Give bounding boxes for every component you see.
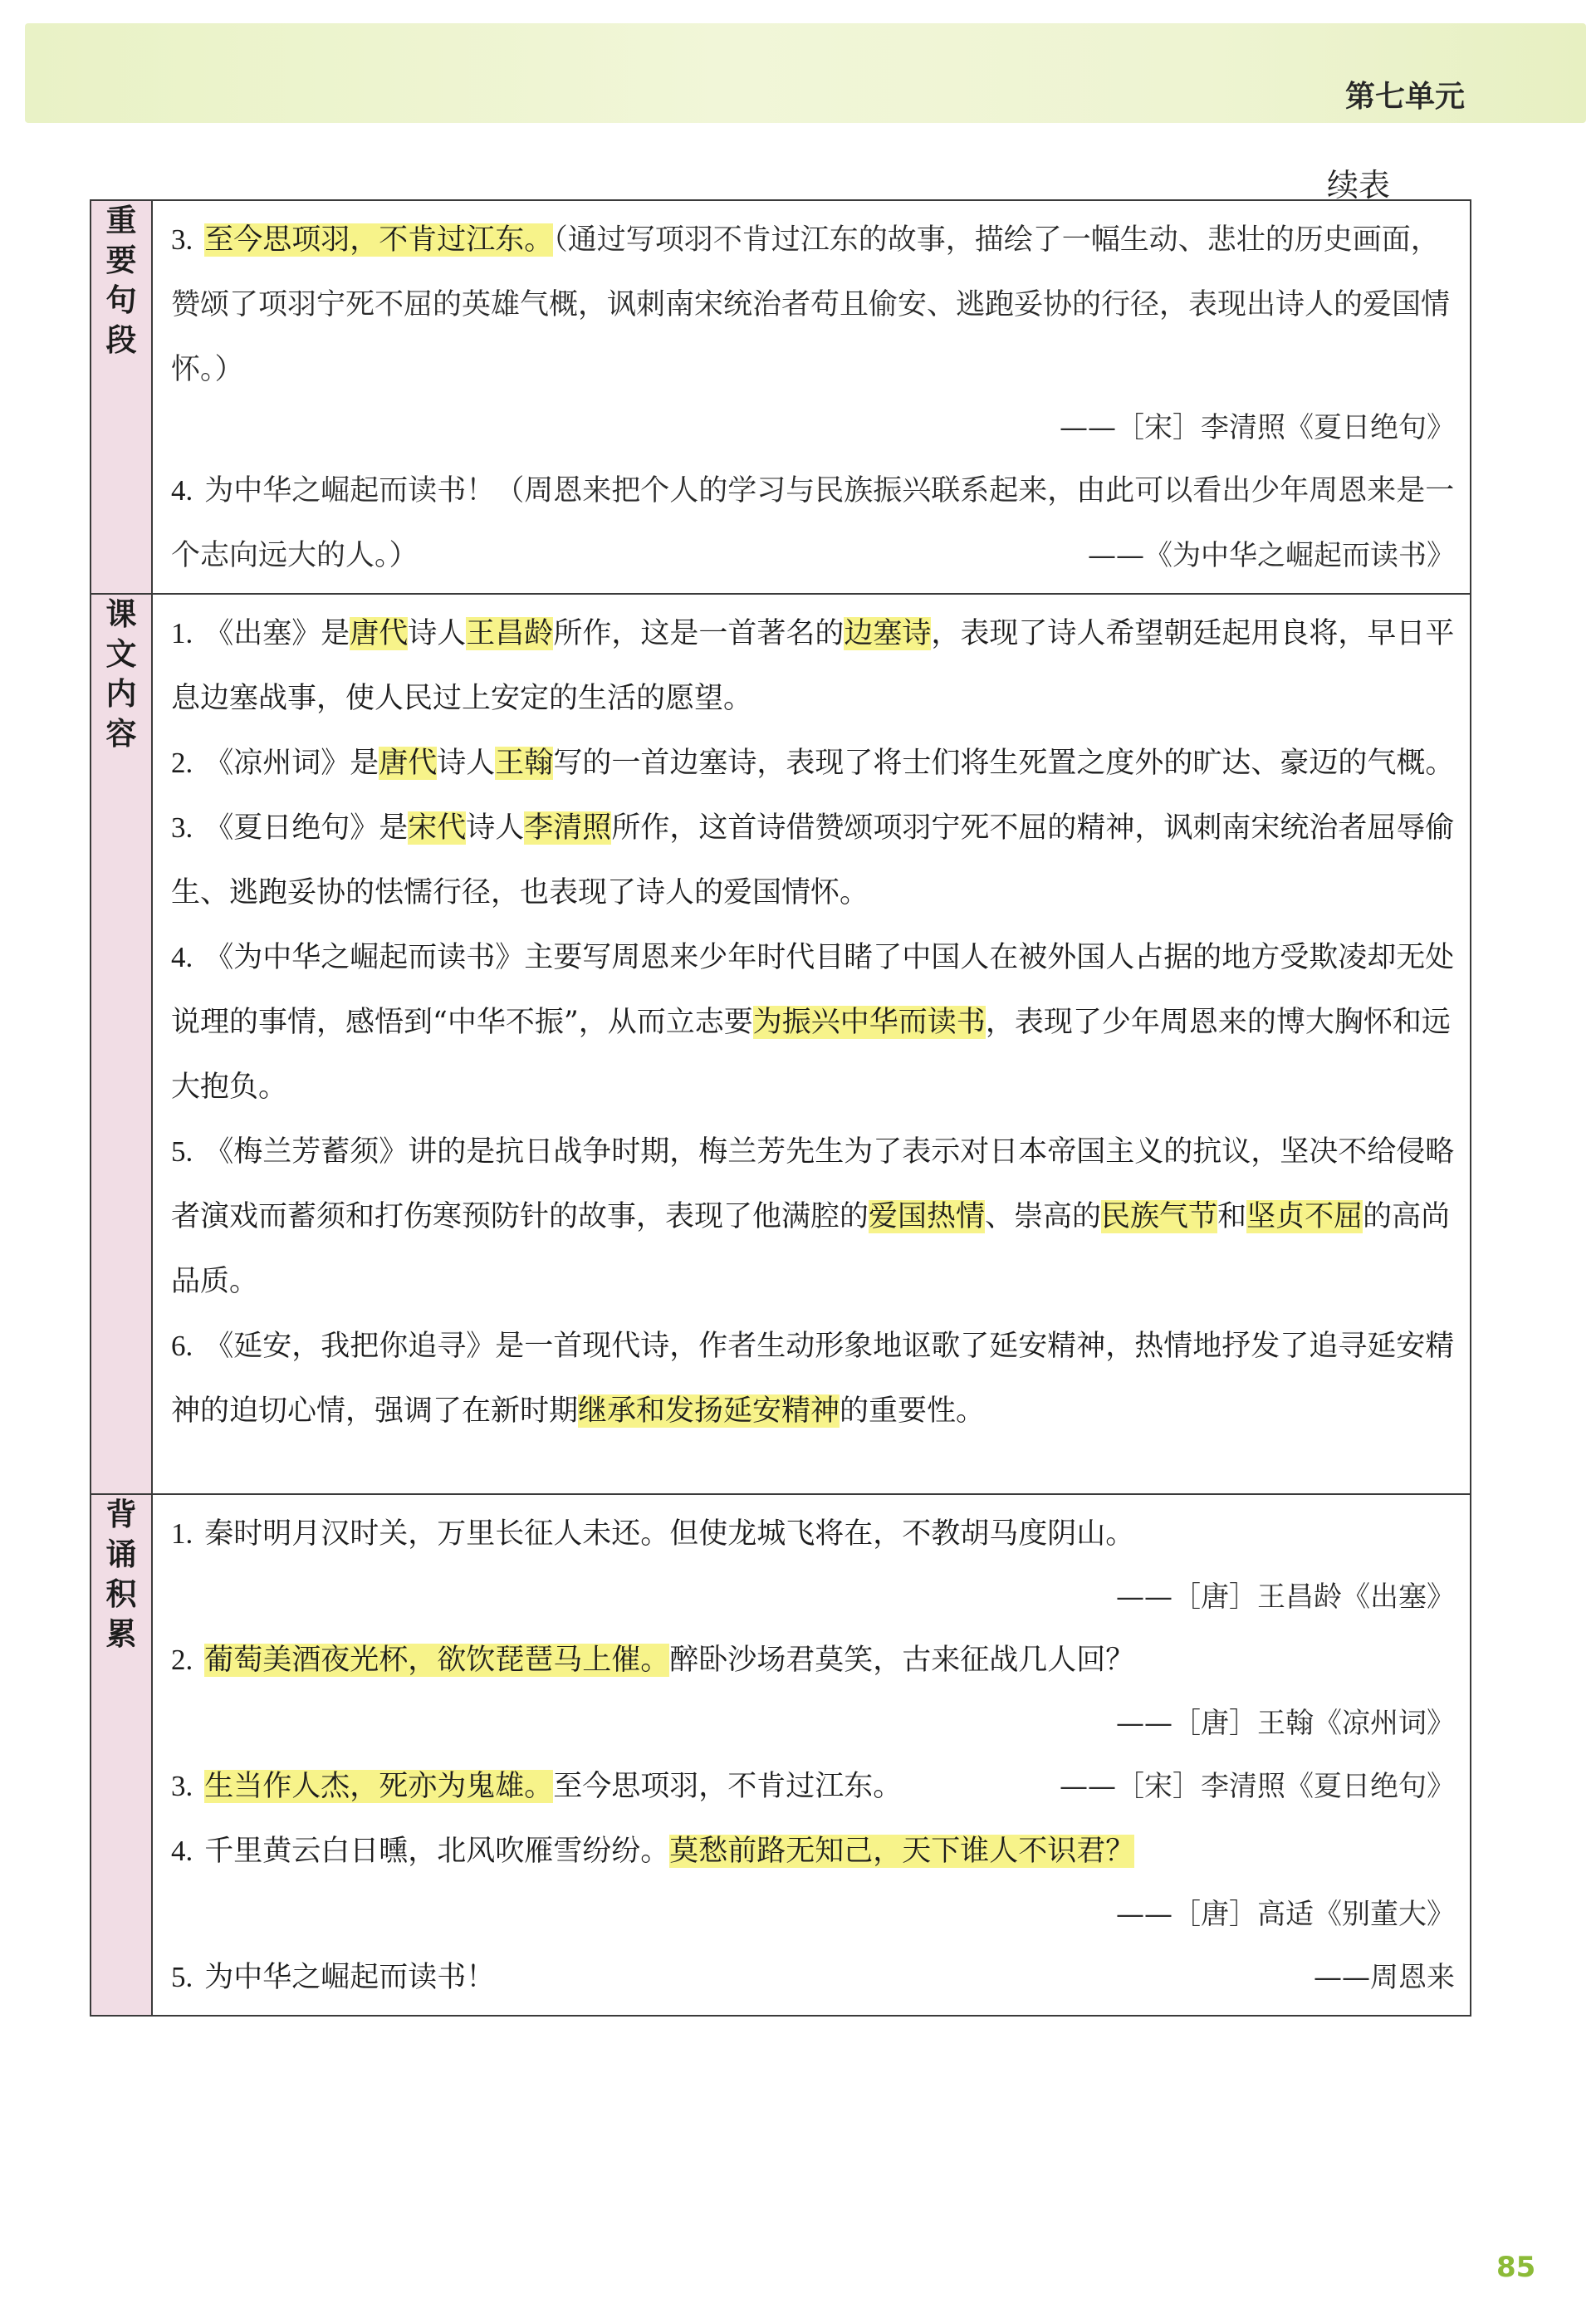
highlight: 至今思项羽，不肯过江东。: [204, 223, 554, 257]
category-label-recite: 背诵积累: [105, 1497, 137, 1652]
source-citation: ——［唐］王昌龄《出塞》: [1116, 1581, 1455, 1614]
list-item: 4. 为中华之崛起而读书！（周恩来把个人的学习与民族振兴联系起来，由此可以看出少年周恩来是一个志向远大的人。）: [171, 474, 1455, 572]
category-cell: [91, 1494, 152, 2016]
content-cell: [152, 594, 1471, 1494]
table-row-recitation: [91, 1494, 1471, 2016]
category-cell: [91, 594, 152, 1494]
review-table: [90, 199, 1471, 2017]
list-item: 5. 为中华之崛起而读书！ ——周恩来: [171, 1945, 1455, 2010]
table-continued-label: 续表: [1327, 167, 1391, 203]
list-item: 2. 《凉州词》是唐代诗人王翰写的一首边塞诗，表现了将士们将生死置之度外的旷达、豪迈的气概。: [171, 747, 1455, 780]
content-cell: [152, 200, 1471, 594]
source-citation: ——《为中华之崛起而读书》: [1088, 539, 1455, 572]
source-citation: ——［宋］李清照《夏日绝句》: [1060, 411, 1455, 444]
source-citation: ——［唐］王翰《凉州词》: [1116, 1707, 1455, 1740]
list-item: 3. 至今思项羽，不肯过江东。（通过写项羽不肯过江东的故事，描绘了一幅生动、悲壮的历史画面，赞颂了项羽宁死不屈的英雄气概，讽刺南宋统治者苟且偷安、逃跑妥协的行径，表现出诗人的爱国情怀。）: [171, 223, 1451, 386]
list-item: 4. 《为中华之崛起而读书》主要写周恩来少年时代目睹了中国人在被外国人占据的地方受欺凌却无处说理的事情，感悟到“中华不振”，从而立志要为振兴中华而读书，表现了少年周恩来的博大胸怀和远大抱负。: [171, 941, 1455, 1104]
table-row-important-sentences: [91, 200, 1471, 594]
category-label-important: 重要句段: [105, 203, 137, 358]
list-item: 5. 《梅兰芳蓄须》讲的是抗日战争时期，梅兰芳先生为了表示对日本帝国主义的抗议，坚决不给侵略者演戏而蓄须和打伤寒预防针的故事，表现了他满腔的爱国热情、崇高的民族气节和坚贞不屈的高尚品质。: [171, 1135, 1455, 1298]
list-item: 3. 《夏日绝句》是宋代诗人李清照所作，这首诗借赞颂项羽宁死不屈的精神，讽刺南宋统治者屈辱偷生、逃跑妥协的怯懦行径，也表现了诗人的爱国情怀。: [171, 811, 1455, 909]
source-citation: ——［唐］高适《别董大》: [1116, 1898, 1455, 1931]
source-citation: ——周恩来: [1314, 1961, 1455, 1994]
category-label-content: 课文内容: [105, 596, 137, 752]
list-item: 1. 《出塞》是唐代诗人王昌龄所作，这是一首著名的边塞诗，表现了诗人希望朝廷起用良将，早日平息边塞战事，使人民过上安定的生活的愿望。: [171, 617, 1455, 715]
unit-title: 第七单元: [1344, 80, 1465, 114]
list-item: 1. 秦时明月汉时关，万里长征人未还。但使龙城飞将在，不教胡马度阴山。: [171, 1517, 1135, 1551]
list-item: 4. 千里黄云白日曛，北风吹雁雪纷纷。莫愁前路无知己，天下谁人不识君？: [171, 1835, 1135, 1868]
table-row-lesson-content: [91, 594, 1471, 1494]
source-citation: ——［宋］李清照《夏日绝句》: [1060, 1770, 1455, 1803]
list-item: 3. 生当作人杰，死亦为鬼雄。至今思项羽，不肯过江东。 ——［宋］李清照《夏日绝句》: [171, 1754, 1455, 1819]
content-cell: [152, 1494, 1471, 2016]
category-cell: [91, 200, 152, 594]
list-item: 2. 葡萄美酒夜光杯，欲饮琵琶马上催。醉卧沙场君莫笑，古来征战几人回？: [171, 1644, 1135, 1677]
list-item: 6. 《延安，我把你追寻》是一首现代诗，作者生动形象地讴歌了延安精神，热情地抒发了追寻延安精神的迫切心情，强调了在新时期继承和发扬延安精神的重要性。: [171, 1330, 1455, 1428]
page-number: 85: [1496, 2251, 1536, 2284]
